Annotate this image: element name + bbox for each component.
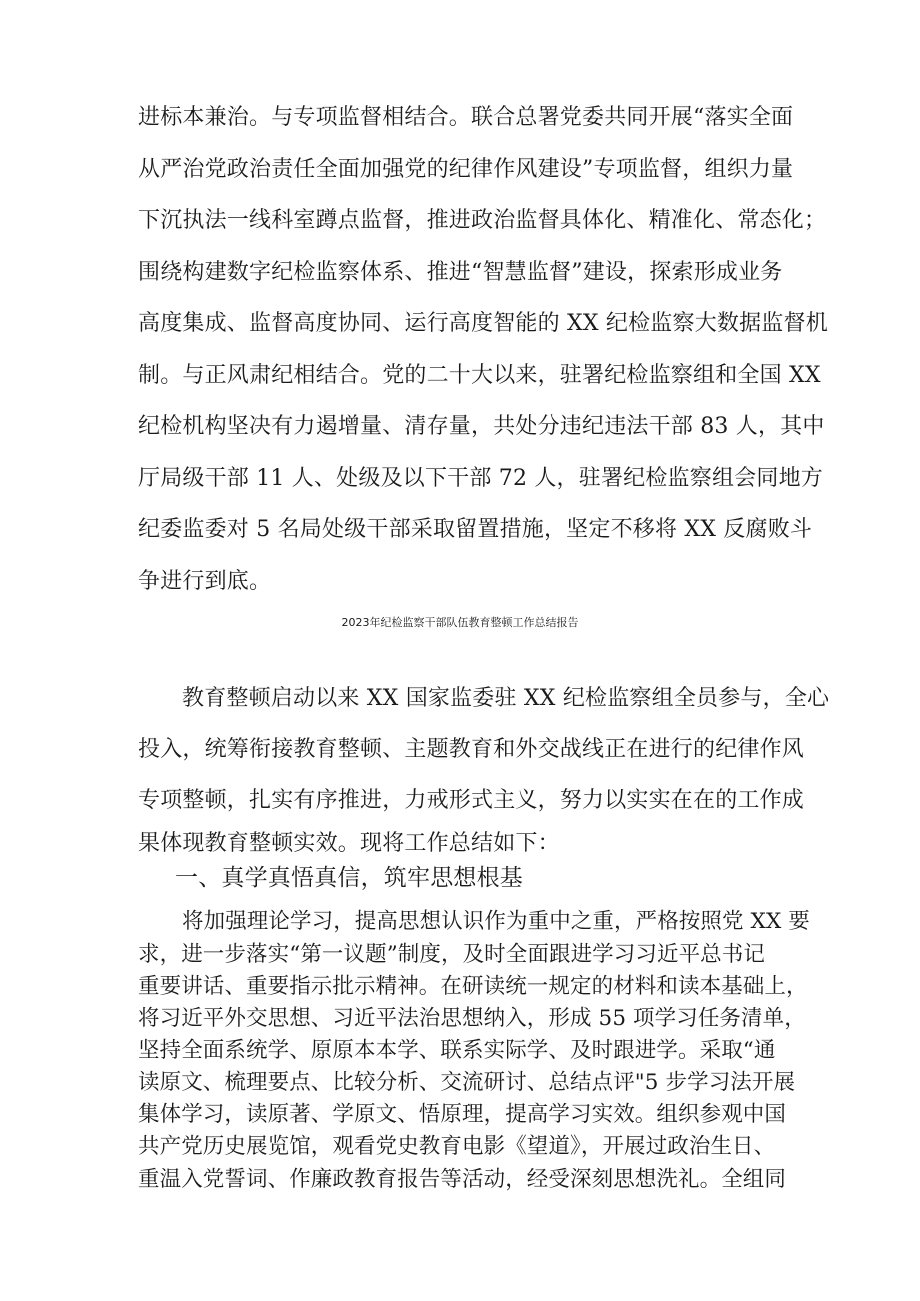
- paragraph-line: 下沉执法一线科室蹲点监督，推进政治监督具体化、精准化、常态化；: [138, 208, 827, 233]
- paragraph-line: 围绕构建数字纪检监察体系、推进“智慧监督”建设，探索形成业务: [138, 260, 783, 285]
- paragraph-line: 纪委监委对 5 名局处级干部采取留置措施，坚定不移将 XX 反腐败斗: [138, 517, 813, 542]
- paragraph-line: 集体学习，读原著、学原文、悟原理，提高学习实效。组织参观中国: [138, 1102, 787, 1127]
- report-title: 2023年纪检监察干部队伍教育整顿工作总结报告: [341, 616, 579, 629]
- paragraph-line: 投入，统筹衔接教育整顿、主题教育和外交战线正在进行的纪律作风: [138, 737, 805, 762]
- paragraph-line: 厅局级干部 11 人、处级及以下干部 72 人，驻署纪检监察组会同地方: [138, 466, 823, 491]
- paragraph-line: 制。与正风肃纪相结合。党的二十大以来，驻署纪检监察组和全国 XX: [138, 363, 821, 388]
- paragraph-line: 争进行到底。: [138, 569, 272, 594]
- paragraph-line: 重要讲话、重要指示批示精神。在研读统一规定的材料和读本基础上，: [138, 974, 808, 999]
- paragraph-line: 共产党历史展览馆，观看党史教育电影《望道》，开展过政治生日、: [138, 1134, 776, 1159]
- paragraph-line: 重温入党誓词、作廉政教育报告等活动，经受深刻思想洗礼。全组同: [138, 1167, 787, 1192]
- paragraph-line: 教育整顿启动以来 XX 国家监委驻 XX 纪检监察组全员参与，全心: [182, 686, 830, 711]
- paragraph-line: 进标本兼治。与专项监督相结合。联合总署党委共同开展“落实全面: [138, 105, 794, 130]
- paragraph-line: 将习近平外交思想、习近平法治思想纳入，形成 55 项学习任务清单，: [138, 1006, 806, 1031]
- section-heading: 一、真学真悟真信，筑牢思想根基: [175, 865, 523, 891]
- paragraph-line: 果体现教育整顿实效。现将工作总结如下：: [138, 831, 560, 856]
- paragraph-line: 纪检机构坚决有力遏增量、清存量，共处分违纪违法干部 83 人，其中: [138, 414, 825, 439]
- paragraph-line: 高度集成、监督高度协同、运行高度智能的 XX 纪检监察大数据监督机: [138, 311, 828, 336]
- paragraph-line: 专项整顿，扎实有序推进，力戒形式主义，努力以实实在在的工作成: [138, 788, 805, 813]
- paragraph-line: 从严治党政治责任全面加强党的纪律作风建设”专项监督，组织力量: [138, 157, 794, 182]
- paragraph-line: 读原文、梳理要点、比较分析、交流研讨、总结点评"5 步学习法开展: [138, 1070, 796, 1095]
- paragraph-line: 将加强理论学习，提高思想认识作为重中之重，严格按照党 XX 要: [182, 909, 810, 934]
- paragraph-line: 求，进一步落实“第一议题”制度，及时全面跟进学习习近平总书记: [138, 942, 765, 967]
- paragraph-line: 坚持全面系统学、原原本本学、联系实际学、及时跟进学。采取“通: [138, 1038, 776, 1063]
